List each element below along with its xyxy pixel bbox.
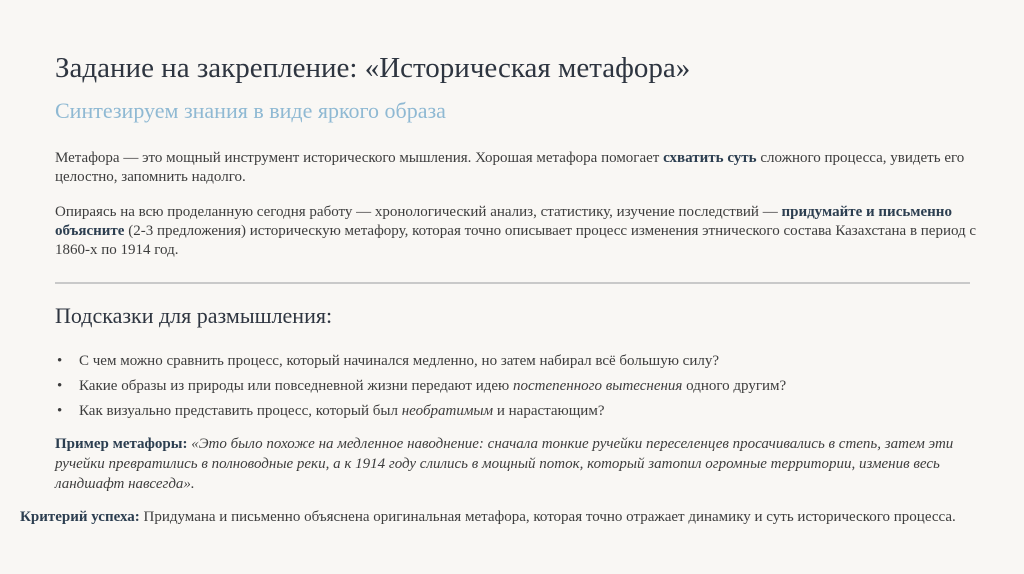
hint-text-a: С чем можно сравнить процесс, который начинался медленно, но затем набирал всё большую силу? — [79, 353, 719, 369]
intro-p1-bold: схватить суть — [663, 150, 757, 166]
section-divider — [55, 282, 970, 284]
intro-p2-bold: придумайте и письменно объясните — [55, 204, 952, 239]
hint-text-a: Какие образы из природы или повседневной жизни передают идею — [79, 378, 513, 394]
hint-text-b: одного другим? — [682, 378, 787, 394]
intro-paragraph-1 — [55, 149, 985, 187]
example-quote: «Это было похоже на медленное наводнение: сначала тонкие ручейки переселенцев просачивались в степь, затем эти ручейки превратились в полноводные реки, а к 1914 году слились в мощный поток, который затопил огромные территории, изменив весь ландшафт навсегда». — [55, 436, 954, 492]
hint-item — [55, 399, 985, 424]
intro-p1-text-a: Метафора — это мощный инструмент исторического мышления. Хорошая метафора помогает — [55, 150, 664, 166]
criterion-text: Придумана и письменно объяснена оригинальная метафора, которая точно отражает динамику и суть исторического процесса. — [139, 509, 956, 525]
example-label: Пример метафоры: — [55, 436, 188, 452]
hint-text-b: и нарастающим? — [493, 403, 605, 419]
page-title: Задание на закрепление: «Историческая метафора» — [55, 52, 691, 84]
intro-p1-text-b: сложного процесса, увидеть его целостно, запомнить надолго. — [55, 150, 965, 185]
hint-item — [55, 374, 985, 399]
bullet-icon: • — [57, 378, 63, 394]
hint-text-italic: постепенного вытеснения — [512, 378, 683, 394]
bullet-icon: • — [57, 353, 63, 369]
bullet-icon: • — [57, 403, 63, 419]
criterion-label: Критерий успеха: — [20, 509, 140, 525]
metaphor-example — [55, 434, 955, 494]
page-subtitle: Синтезируем знания в виде яркого образа — [55, 98, 446, 123]
hint-item — [55, 349, 985, 374]
hint-text-a: Как визуально представить процесс, который был — [79, 403, 402, 419]
intro-p2-text-b: (2-3 предложения) историческую метафору, которая точно описывает процесс изменения этнического состава Казахстана в период с 1860-х по 1914 год. — [55, 223, 977, 258]
intro-paragraph-2 — [55, 203, 985, 260]
hint-text-italic: необратимым — [401, 403, 494, 419]
success-criterion — [20, 509, 956, 526]
hints-list — [55, 349, 985, 424]
hints-title: Подсказки для размышления: — [55, 303, 333, 328]
intro-p2-text-a: Опираясь на всю проделанную сегодня работу — хронологический анализ, статистику, изучение последствий — — [55, 204, 782, 220]
